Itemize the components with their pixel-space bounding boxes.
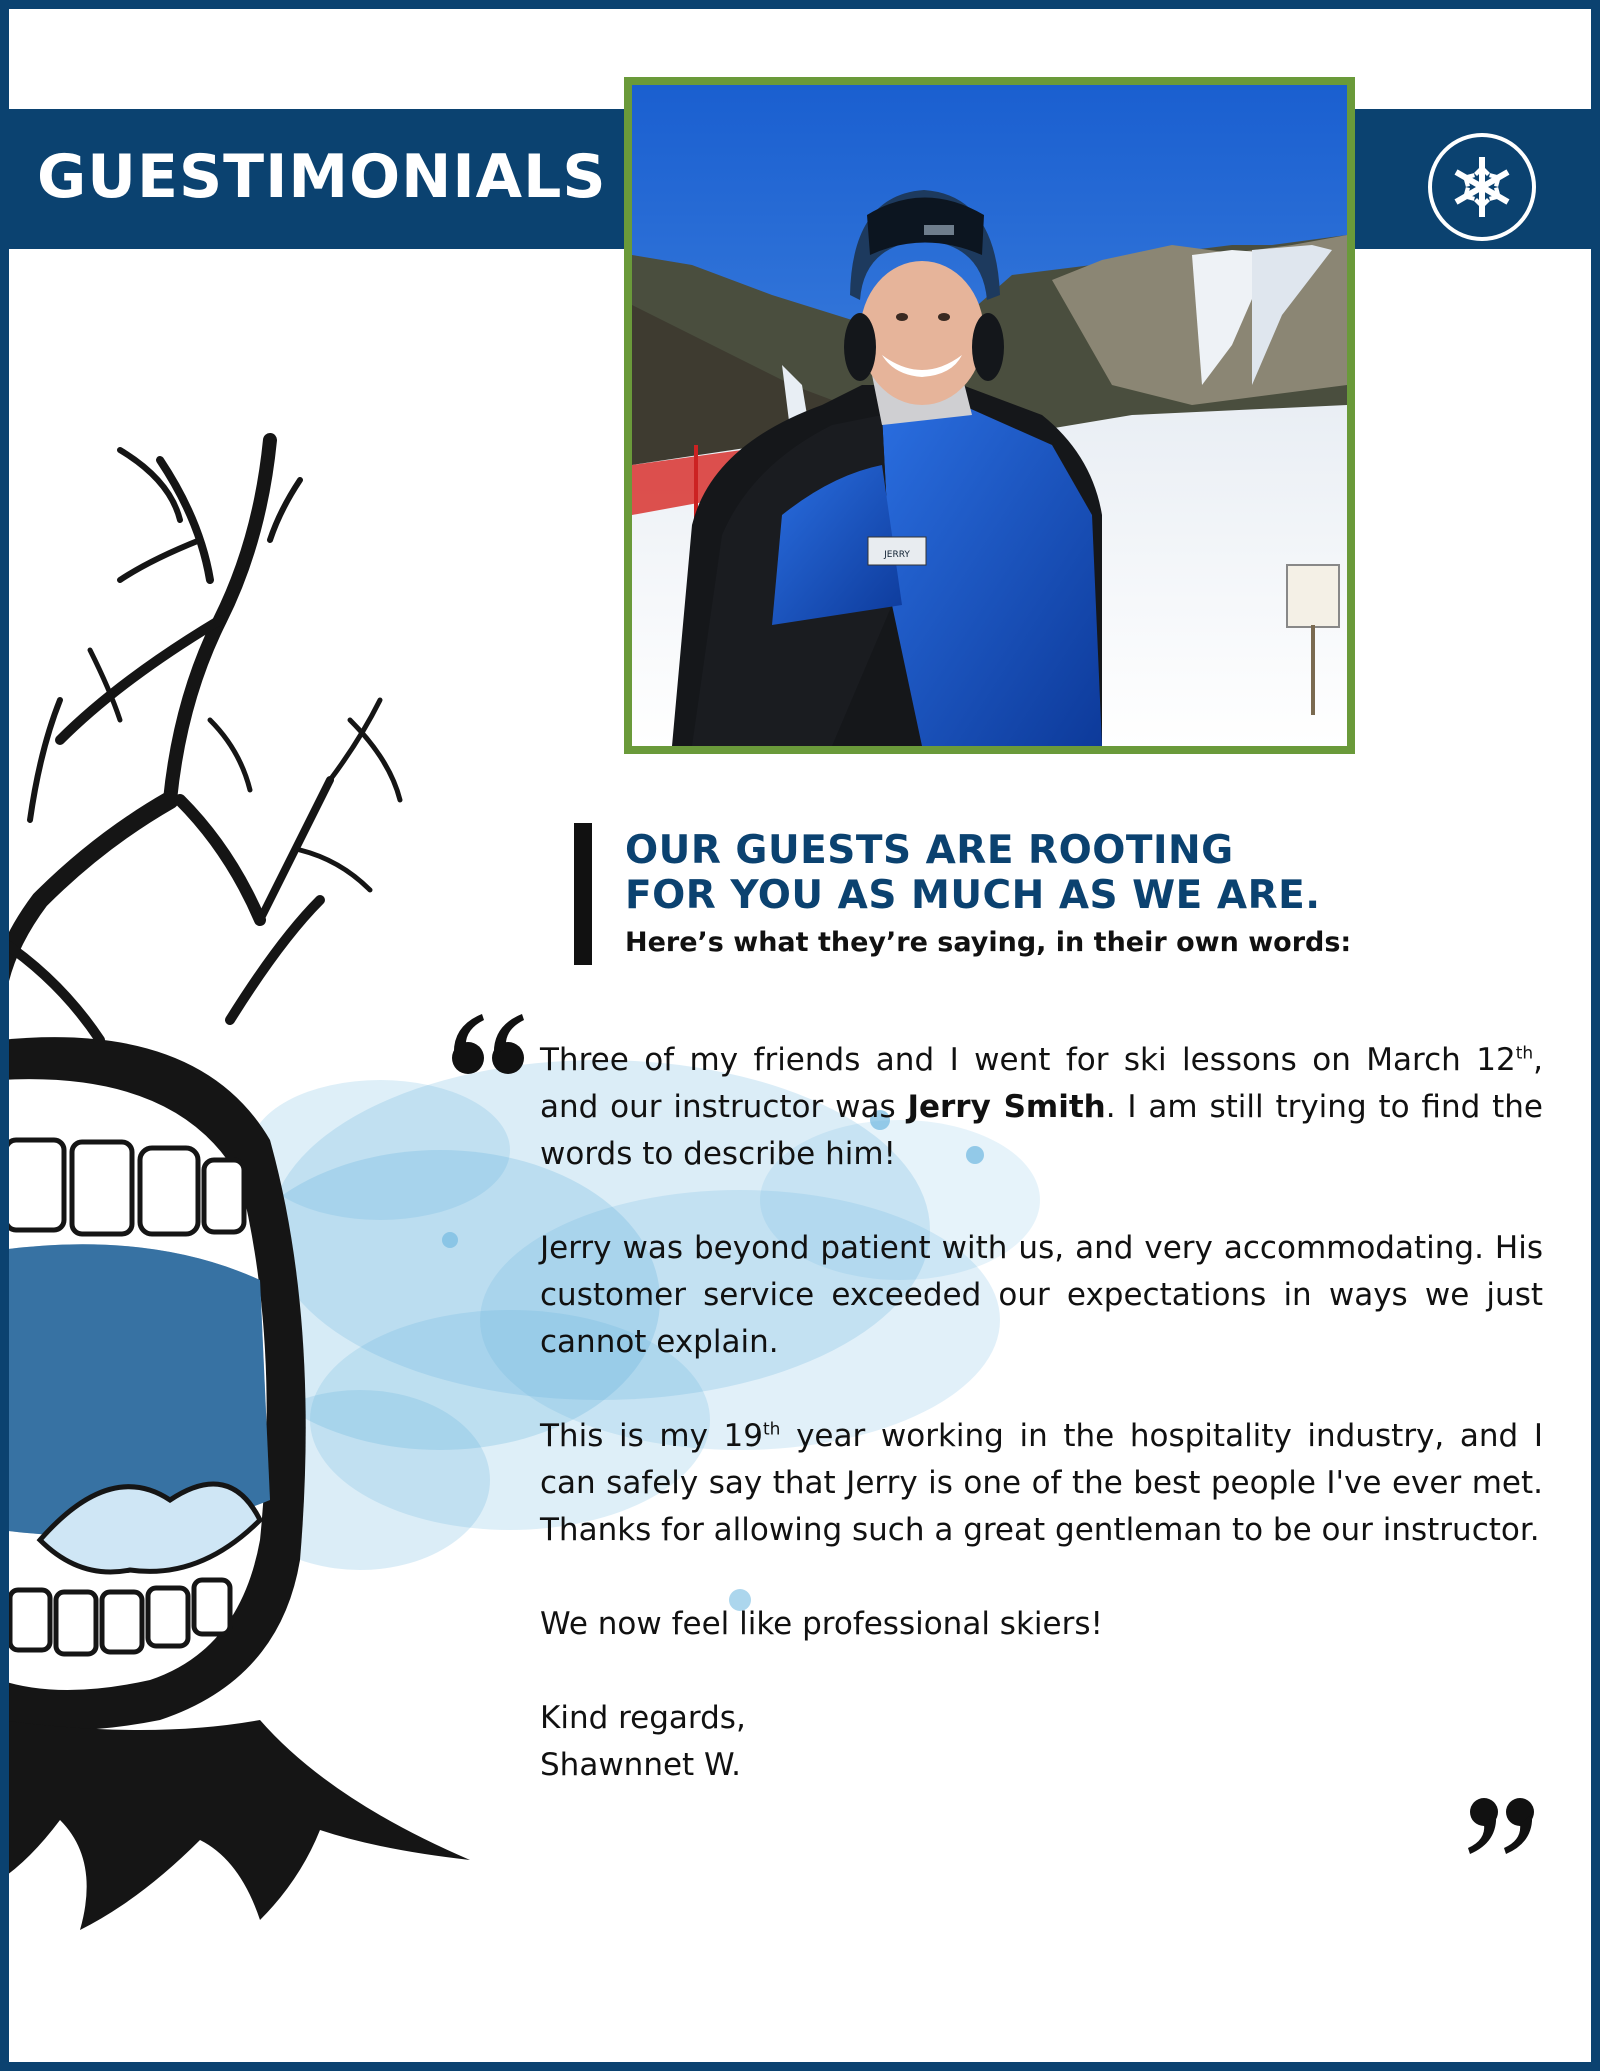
signature-name: Shawnnet W. xyxy=(540,1747,742,1783)
page-title: GUESTIMONIALS xyxy=(37,142,607,212)
p1-text-c: and our instructor was xyxy=(540,1089,908,1125)
testimonial-paragraph-2: Jerry was beyond patient with us, and very accommodating. His customer service exceeded our expectations in ways we just cannot explain. xyxy=(540,1230,1543,1360)
p1-text-d: . I am still trying to find the words to describe him! xyxy=(540,1089,1544,1172)
heading-accent-bar xyxy=(574,823,592,965)
instructor-name: Jerry Smith xyxy=(907,1089,1106,1125)
open-quote-icon xyxy=(446,1000,536,1090)
p1-text-b: , xyxy=(1533,1042,1543,1078)
signature-block xyxy=(540,1695,1543,1789)
ski-slope-photo xyxy=(632,85,1347,746)
intro-heading-line-2: FOR YOU AS MUCH AS WE ARE. xyxy=(625,873,1321,918)
intro-heading-line-1: OUR GUESTS ARE ROOTING xyxy=(625,828,1234,873)
tree-face-illustration xyxy=(0,420,480,1950)
testimonial-paragraph-4: We now feel like professional skiers! xyxy=(540,1606,1103,1642)
p1-text-a: Three of my friends and I went for ski lessons on March 12 xyxy=(540,1042,1516,1078)
intro-subheading: Here’s what they’re saying, in their own words: xyxy=(625,927,1352,958)
p3-superscript: th xyxy=(763,1419,781,1440)
instructor-photo xyxy=(624,77,1355,754)
p1-superscript: th xyxy=(1515,1043,1534,1064)
p3-text-b: year working in the hospitality industry, and I can safely say that Jerry is one of the best people I've ever met. Thanks for allowing such a great gentleman to be our instructor. xyxy=(540,1418,1543,1548)
intro-heading xyxy=(625,828,1465,918)
testimonial-body xyxy=(540,1037,1543,1836)
name-tag: JERRY xyxy=(884,550,910,560)
closing-text: Kind regards, xyxy=(540,1700,746,1736)
testimonial-paragraph-3 xyxy=(540,1413,1543,1554)
p3-text-a: This is my 19 xyxy=(540,1418,763,1454)
testimonial-paragraph-1 xyxy=(540,1037,1543,1178)
snowflake-logo-icon xyxy=(1428,133,1536,241)
